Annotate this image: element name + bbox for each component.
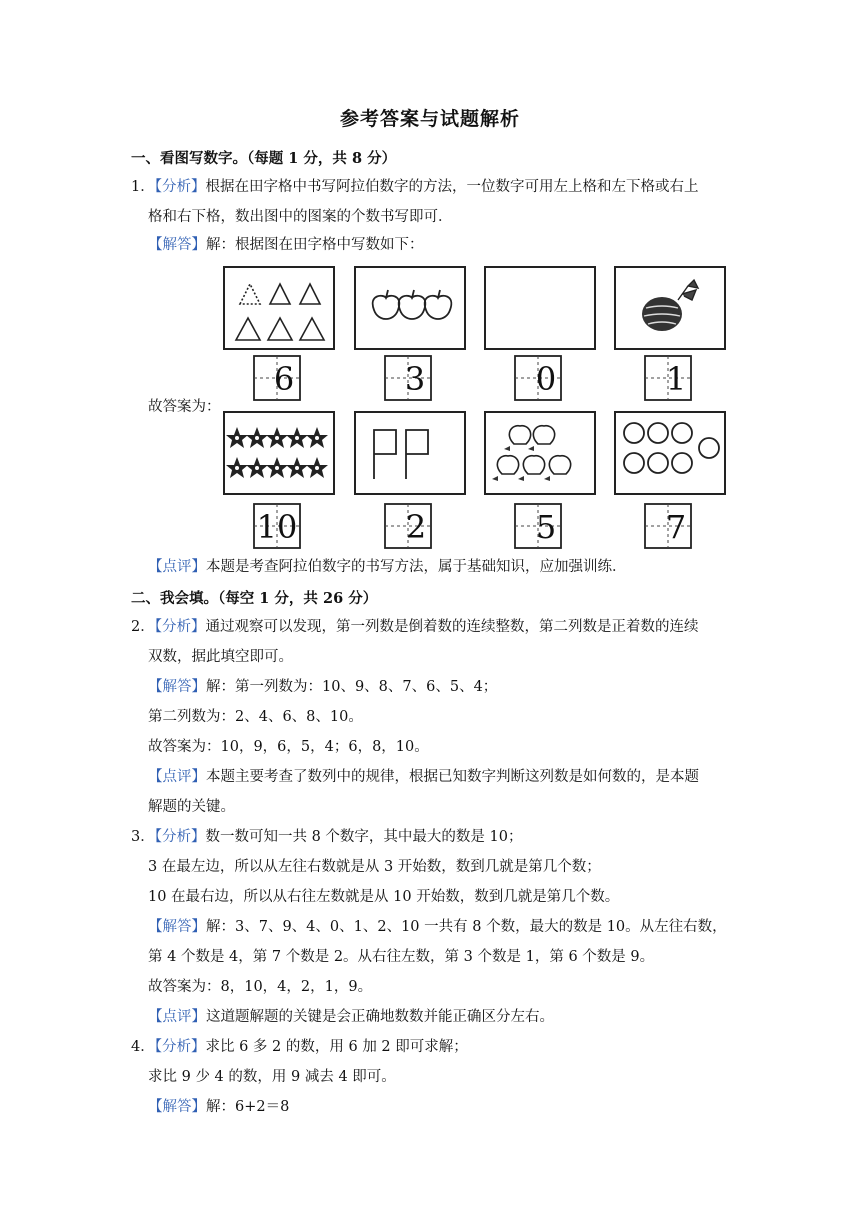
peach-leaves xyxy=(492,446,550,481)
answer-boxes-row1 xyxy=(254,356,691,548)
q3-answer-line2: 第 4 个数是 4，第 7 个数是 2。从右往左数，第 3 个数是 1，第 6 个数是 9。 xyxy=(148,949,655,965)
q4-answer-text1: 解：6+2＝8 xyxy=(206,1099,290,1115)
comment-tag: 【点评】 xyxy=(148,559,206,575)
q1-analysis-text1: 根据在田字格中书写阿拉伯数字的方法，一位数字可用左上格和左下格或右上 xyxy=(205,179,699,195)
q1-answer-line xyxy=(148,235,424,255)
q3-analysis-line3: 10 在最右边，所以从右往左数就是从 10 开始数，数到几就是第几个数。 xyxy=(148,889,620,905)
q3-analysis-line2: 3 在最左边，所以从左往右数就是从 3 开始数，数到几就是第几个数； xyxy=(148,859,601,875)
answer-digit-10: 10 xyxy=(256,508,298,546)
watermelon-icon xyxy=(642,280,698,331)
q1-comment-line xyxy=(148,557,627,577)
q3-comment-line xyxy=(148,1007,554,1027)
q1-analysis-line2: 格和右下格，数出图中的图案的个数书写即可． xyxy=(148,209,453,225)
q4-answer-line1 xyxy=(148,1097,289,1117)
q3-comment-text: 这道题解题的关键是会正确地数数并能正确区分左右。 xyxy=(206,1009,554,1025)
q1-final-label: 故答案为： xyxy=(148,399,221,415)
answer-tag: 【解答】 xyxy=(148,919,206,935)
section-heading-1: 一、看图写数字。（每题 1 分，共 8 分） xyxy=(131,150,397,167)
q3-answer-line1 xyxy=(148,917,727,937)
analysis-tag: 【分析】 xyxy=(154,179,206,195)
analysis-tag: 【分析】 xyxy=(154,619,206,635)
q2-answer-line3: 故答案为：10，9，6，5，4；6，8，10。 xyxy=(148,739,429,755)
flag-icons xyxy=(374,430,428,479)
picture-box-empty xyxy=(485,267,595,349)
circle-icons xyxy=(624,423,719,473)
picture-box-triangles xyxy=(224,267,334,349)
q2-answer-line2: 第二列数为：2、4、6、8、10。 xyxy=(148,709,363,725)
picture-box-peaches xyxy=(485,412,595,494)
q2-analysis-line1 xyxy=(131,617,698,637)
q1-analysis-line1 xyxy=(131,177,698,197)
q1-figure xyxy=(222,264,732,550)
q1-number: 1． xyxy=(131,179,155,195)
page-title: 参考答案与试题解析 xyxy=(339,108,520,130)
star-icons xyxy=(226,427,328,478)
answer-tag: 【解答】 xyxy=(148,237,206,253)
answer-digit-2: 2 xyxy=(405,508,427,546)
q4-analysis-line1 xyxy=(131,1037,468,1057)
q2-analysis-text1: 通过观察可以发现，第一列数是倒着数的连续整数，第二列数是正着数的连续 xyxy=(205,619,699,635)
q2-analysis-line2: 双数，据此填空即可。 xyxy=(148,649,293,665)
answer-digit-5: 5 xyxy=(535,508,557,546)
apple-icons xyxy=(373,290,452,319)
q4-analysis-text1: 求比 6 多 2 的数，用 6 加 2 即可求解； xyxy=(205,1039,468,1055)
grid-dashes xyxy=(254,356,691,548)
answer-digit-0: 0 xyxy=(535,360,557,398)
picture-box-flags xyxy=(355,412,465,494)
picture-box-stars xyxy=(224,412,334,494)
q3-answer-text1: 解：3、7、9、4、0、1、2、10 一共有 8 个数，最大的数是 10。从左往右数， xyxy=(206,919,727,935)
q2-answer-text1: 解：第一列数为：10、9、8、7、6、5、4； xyxy=(206,679,498,695)
answer-digit-6: 6 xyxy=(273,360,295,398)
answer-digit-7: 7 xyxy=(665,508,687,546)
q2-comment-text1: 本题主要考查了数列中的规律，根据已知数字判断这列数是如何数的，是本题 xyxy=(206,769,699,785)
triangle-icons xyxy=(236,284,324,340)
picture-box-apples xyxy=(355,267,465,349)
q3-number: 3． xyxy=(131,829,155,845)
comment-tag: 【点评】 xyxy=(148,769,206,785)
q2-comment-line1 xyxy=(148,767,699,787)
analysis-tag: 【分析】 xyxy=(154,1039,206,1055)
q3-answer-line3: 故答案为：8，10，4，2，1，9。 xyxy=(148,979,373,995)
q3-analysis-line1 xyxy=(131,827,523,847)
analysis-tag: 【分析】 xyxy=(154,829,206,845)
q4-number: 4． xyxy=(131,1039,155,1055)
q1-figure-svg xyxy=(222,264,732,550)
section-heading-2: 二、我会填。（每空 1 分，共 26 分） xyxy=(131,590,378,607)
q2-number: 2． xyxy=(131,619,155,635)
q2-answer-line1 xyxy=(148,677,497,697)
q1-answer-text: 解：根据图在田字格中写数如下： xyxy=(206,237,424,253)
q3-analysis-text1: 数一数可知一共 8 个数字，其中最大的数是 10； xyxy=(205,829,523,845)
answer-digit-1: 1 xyxy=(665,360,687,398)
q1-comment-text: 本题是考查阿拉伯数字的书写方法，属于基础知识，应加强训练． xyxy=(206,559,627,575)
answer-tag: 【解答】 xyxy=(148,1099,206,1115)
answer-digit-3: 3 xyxy=(404,360,426,398)
answer-tag: 【解答】 xyxy=(148,679,206,695)
comment-tag: 【点评】 xyxy=(148,1009,206,1025)
q2-comment-line2: 解题的关键。 xyxy=(148,799,235,815)
q4-analysis-line2: 求比 9 少 4 的数，用 9 减去 4 即可。 xyxy=(148,1069,396,1085)
